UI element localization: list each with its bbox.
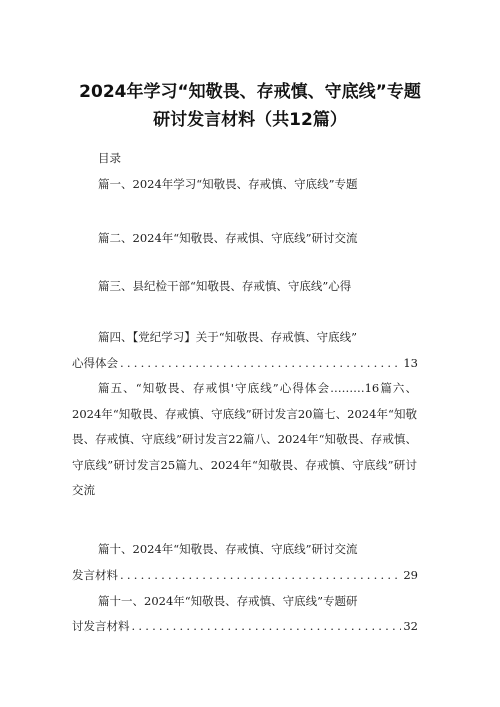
toc-entry-4-line-1: 篇四、【党纪学习】关于“知敬畏、存戒慎、守底线” (98, 330, 358, 344)
toc-entry-11-line-2 (72, 618, 418, 634)
toc-entry-4-page: 13 (403, 356, 418, 370)
toc-entry-4-text: 心得体会 (72, 356, 118, 370)
dot-leader (120, 355, 401, 371)
toc-entry-11-text: 讨发言材料 (72, 619, 130, 633)
toc-entries-5-9-block: 篇五、“知敬畏、存戒惧'守底线”心得体会………16篇六、2024年“知敬畏、存戒慎、守底线”研讨发言20篇七、2024年“知敬畏、存戒慎、守底线”研讨发言22篇八、2024年“知敬畏、存戒慎、守底线”研讨发言25篇九、2024年“知敬畏、存戒慎、守底线”研讨交流 (72, 381, 417, 498)
document-title-line-1: 2024年学习“知敬畏、存戒慎、守底线”专题 (79, 82, 421, 102)
toc-entry-10-line-1: 篇十、2024年“知敬畏、存戒慎、守底线”研讨交流 (98, 542, 358, 556)
toc-entry-10-text: 发言材料 (72, 568, 118, 582)
toc-entry-10-page: 29 (403, 568, 418, 582)
toc-heading: 目录 (98, 151, 121, 165)
toc-entry-11-line-1: 篇十一、2024年“知敬畏、存戒慎、守底线”专题研 (98, 594, 358, 608)
toc-entry-4-line-2 (72, 355, 418, 371)
toc-entry-3: 篇三、县纪检干部“知敬畏、存戒慎、守底线”心得 (98, 279, 352, 293)
dot-leader (120, 567, 401, 583)
toc-entry-1: 篇一、2024年学习“知敬畏、存戒慎、守底线”专题 (98, 177, 358, 191)
document-title-line-2: 研讨发言材料（共12篇） (153, 110, 347, 130)
dot-leader (132, 618, 402, 634)
toc-entry-10-line-2 (72, 567, 418, 583)
toc-entry-2: 篇二、2024年“知敬畏、存戒惧、守底线”研讨交流 (98, 231, 358, 245)
toc-entry-11-page: 32 (403, 619, 418, 633)
